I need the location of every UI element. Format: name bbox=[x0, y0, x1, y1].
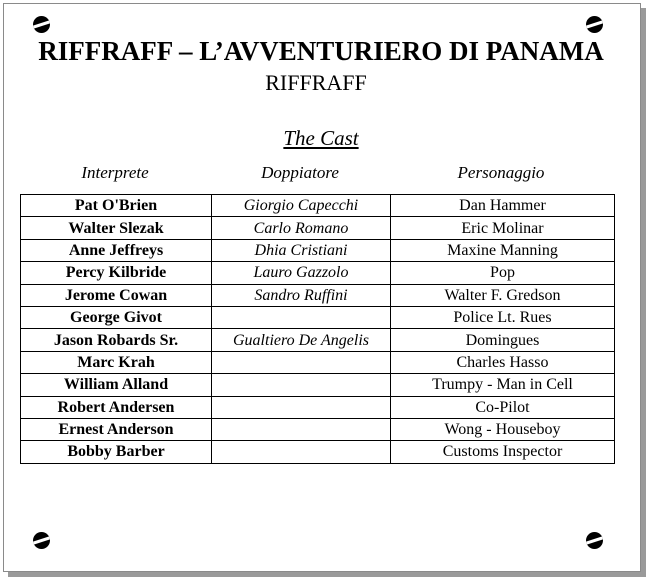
actor-cell: Jason Robards Sr. bbox=[21, 329, 212, 351]
table-row bbox=[21, 195, 615, 217]
actor-cell: Marc Krah bbox=[21, 351, 212, 373]
actor-cell: Walter Slezak bbox=[21, 217, 212, 239]
page-title: RIFFRAFF – L’AVVENTURIERO DI PANAMA bbox=[38, 36, 604, 66]
dubber-cell bbox=[212, 374, 391, 396]
actor-cell: Pat O'Brien bbox=[21, 195, 212, 217]
screw-icon bbox=[586, 532, 603, 549]
table-row bbox=[21, 441, 615, 463]
character-cell: Maxine Manning bbox=[391, 239, 615, 261]
cast-heading: The Cast bbox=[283, 126, 359, 150]
actor-cell: George Givot bbox=[21, 306, 212, 328]
dubber-cell bbox=[212, 306, 391, 328]
column-header-actor: Interprete bbox=[81, 163, 149, 182]
column-header-dubber: Doppiatore bbox=[261, 163, 339, 182]
table-row bbox=[21, 217, 615, 239]
original-title bbox=[0, 70, 642, 96]
table-row bbox=[21, 329, 615, 351]
dubber-cell: Lauro Gazzolo bbox=[212, 262, 391, 284]
dubber-cell: Carlo Romano bbox=[212, 217, 391, 239]
dubber-cell: Gualtiero De Angelis bbox=[212, 329, 391, 351]
actor-cell: William Alland bbox=[21, 374, 212, 396]
cast-table-body bbox=[21, 195, 615, 464]
character-cell: Pop bbox=[391, 262, 615, 284]
character-cell: Eric Molinar bbox=[391, 217, 615, 239]
screw-icon bbox=[33, 16, 50, 33]
dubber-cell bbox=[212, 396, 391, 418]
cast-table bbox=[20, 194, 615, 464]
dubber-cell bbox=[212, 418, 391, 440]
table-row bbox=[21, 306, 615, 328]
actor-cell: Bobby Barber bbox=[21, 441, 212, 463]
table-row bbox=[21, 284, 615, 306]
table-row bbox=[21, 418, 615, 440]
character-cell: Walter F. Gredson bbox=[391, 284, 615, 306]
dubber-cell: Giorgio Capecchi bbox=[212, 195, 391, 217]
original-title-text: RIFFRAFF bbox=[265, 70, 367, 95]
character-cell: Customs Inspector bbox=[391, 441, 615, 463]
dubber-cell bbox=[212, 441, 391, 463]
actor-cell: Jerome Cowan bbox=[21, 284, 212, 306]
character-cell: Domingues bbox=[391, 329, 615, 351]
table-row bbox=[21, 396, 615, 418]
screw-icon bbox=[33, 532, 50, 549]
column-header-character: Personaggio bbox=[457, 163, 545, 182]
dubber-cell: Sandro Ruffini bbox=[212, 284, 391, 306]
character-cell: Charles Hasso bbox=[391, 351, 615, 373]
character-cell: Wong - Houseboy bbox=[391, 418, 615, 440]
dubber-cell: Dhia Cristiani bbox=[212, 239, 391, 261]
dubber-cell bbox=[212, 351, 391, 373]
actor-cell: Percy Kilbride bbox=[21, 262, 212, 284]
character-cell: Trumpy - Man in Cell bbox=[391, 374, 615, 396]
table-row bbox=[21, 351, 615, 373]
table-row bbox=[21, 374, 615, 396]
actor-cell: Ernest Anderson bbox=[21, 418, 212, 440]
actor-cell: Robert Andersen bbox=[21, 396, 212, 418]
character-cell: Co-Pilot bbox=[391, 396, 615, 418]
table-row bbox=[21, 239, 615, 261]
screw-icon bbox=[586, 16, 603, 33]
actor-cell: Anne Jeffreys bbox=[21, 239, 212, 261]
character-cell: Police Lt. Rues bbox=[391, 306, 615, 328]
table-row bbox=[21, 262, 615, 284]
character-cell: Dan Hammer bbox=[391, 195, 615, 217]
